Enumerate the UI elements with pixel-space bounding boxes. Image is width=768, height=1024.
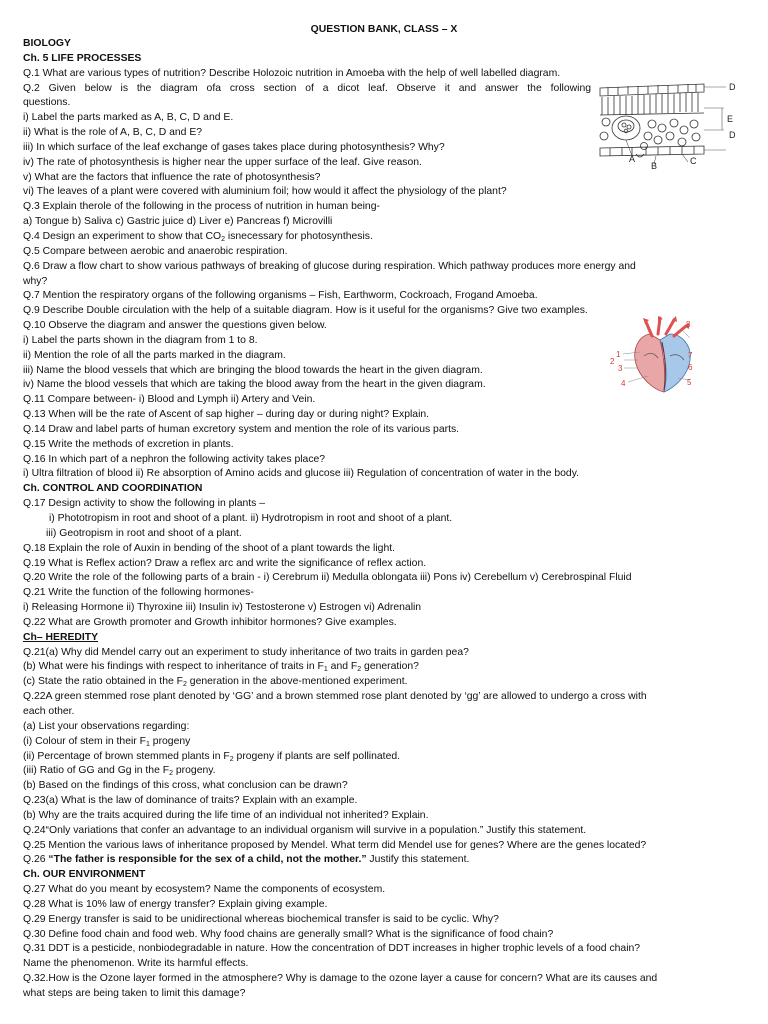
question-21c: (c) State the ratio obtained in the $F_2$ generation in the above-mentioned experiment. (23, 676, 408, 689)
leaf-label-b: B (651, 161, 658, 170)
question-26: Q.26 “The father is responsible for the sex of a child, not the mother.” Justify this statement. (23, 854, 470, 866)
question-2-part-i: i) Label the parts marked as A, B, C, D and E. (23, 112, 234, 124)
question-22: Q.22 What are Growth promoter and Growth inhibitor hormones? Give examples. (23, 616, 397, 628)
question-4: Q.4 Design an experiment to show that $CO_2$ isnecessary for photosynthesis. (23, 230, 373, 243)
question-17: Q.17 Design activity to show the following in plants – (23, 498, 265, 510)
question-32-cont: what steps are being taken to limit this damage? (23, 988, 246, 999)
question-6-cont: why? (23, 275, 48, 287)
page-title: QUESTION BANK, CLASS – X (310, 24, 458, 35)
question-24: Q.24“Only variations that confer an advantage to an individual organism will survive in a population.” Justify this statement. (23, 824, 587, 836)
question-10-part-i: i) Label the parts shown in the diagram from 1 to 8. (23, 334, 258, 346)
question-22a: Q.22A green stemmed rose plant denoted by ‘GG’ and a brown stemmed rose plant denoted by ‘gg’ are allowed to undergo a cross with (23, 691, 647, 703)
question-2-part-vi: vi) The leaves of a plant were covered with aluminium foil; how would it affect the physiology of the plant? (23, 186, 507, 198)
question-2-part-iv: iv) The rate of photosynthesis is higher near the upper surface of the leaf. Give reason. (23, 156, 422, 168)
question-22-part-i: (i) Colour of stem in their $F_1$ progeny (23, 735, 191, 748)
question-22a-cont: each other. (23, 705, 75, 717)
question-9: Q.9 Describe Double circulation with the help of a suitable diagram. How is it useful for the organisms? Give two examples. (23, 305, 588, 317)
heart-label-5: 5 (687, 378, 692, 387)
heart-label-8: 8 (686, 320, 691, 329)
question-31: Q.31 DDT is a pesticide, nonbiodegradable in nature. How the concentration of DDT increases in higher trophic levels of a food chain? (23, 943, 641, 955)
question-11: Q.11 Compare between- i) Blood and Lymph ii) Artery and Vein. (23, 394, 316, 406)
heart-label-1: 1 (616, 350, 621, 359)
leaf-label-c: C (690, 156, 697, 166)
question-14: Q.14 Draw and label parts of human excretory system and mention the role of its various parts. (23, 423, 460, 435)
question-27: Q.27 What do you meant by ecosystem? Name the components of ecosystem. (23, 884, 386, 896)
question-18: Q.18 Explain the role of Auxin in bending of the shoot of a plant towards the light. (23, 542, 395, 554)
question-29: Q.29 Energy transfer is said to be unidirectional whereas biochemical transfer is said to be cyclic. Why? (23, 913, 499, 925)
question-16: Q.16 In which part of a nephron the following activity takes place? (23, 453, 326, 465)
chapter-heading-environment: Ch. OUR ENVIRONMENT (23, 869, 146, 881)
chapter-heading-control: Ch. CONTROL AND COORDINATION (23, 483, 203, 495)
leaf-label-d-top: D (729, 82, 736, 92)
heart-label-2: 2 (610, 357, 615, 366)
question-13: Q.13 When will be the rate of Ascent of sap higher – during day or during night? Explain. (23, 409, 430, 421)
question-32: Q.32.How is the Ozone layer formed in the atmosphere? Why is damage to the ozone layer a cause for concern? What are its causes and (23, 973, 658, 985)
chapter-heading-life-processes: Ch. 5 LIFE PROCESSES (23, 52, 142, 64)
leaf-label-e: E (727, 114, 734, 124)
question-7: Q.7 Mention the respiratory organs of the following organisms – Fish, Earthworm, Cockroach, Frogand Amoeba. (23, 290, 538, 302)
question-19: Q.19 What is Reflex action? Draw a reflex arc and write the significance of reflex action. (23, 557, 427, 569)
question-21: Q.21 Write the function of the following hormones- (23, 587, 254, 599)
question-2-part-ii: ii) What is the role of A, B, C, D and E? (23, 127, 203, 139)
leaf-label-d-bottom: D (729, 130, 736, 140)
heart-label-6: 6 (688, 363, 693, 372)
question-10-part-iii: iii) Name the blood vessels that which are bringing the blood towards the heart in the given diagram. (23, 364, 483, 376)
question-15: Q.15 Write the methods of excretion in plants. (23, 438, 234, 450)
question-17-parts-i-ii: i) Phototropism in root and shoot of a plant. ii) Hydrotropism in root and shoot of a plant. (49, 513, 453, 524)
question-20: Q.20 Write the role of the following parts of a brain - i) Cerebrum ii) Medulla oblongata iii) Pons iv) Cerebellum v) Cerebrospinal Fluid (23, 572, 632, 584)
question-10-part-iv: iv) Name the blood vessels that which are taking the blood away from the heart in the given diagram. (23, 379, 486, 391)
question-21a: Q.21(a) Why did Mendel carry out an experiment to study inheritance of two traits in garden pea? (23, 646, 469, 658)
heart-label-4: 4 (621, 379, 626, 388)
question-16-options: i) Ultra filtration of blood ii) Re absorption of Amino acids and glucose iii) Regulation of concentration of water in the body. (23, 468, 580, 480)
question-22-list: (a) List your observations regarding: (23, 720, 190, 732)
question-10-part-ii: ii) Mention the role of all the parts marked in the diagram. (23, 349, 286, 361)
leaf-cross-section-diagram (596, 80, 748, 170)
question-23a: Q.23(a) What is the law of dominance of traits? Explain with an example. (23, 795, 358, 807)
question-3-options: a) Tongue b) Saliva c) Gastric juice d) Liver e) Pancreas f) Microvilli (23, 216, 333, 228)
question-2-part-iii: iii) In which surface of the leaf exchange of gases takes place during photosynthesis? Why? (23, 141, 445, 153)
question-22-part-b: (b) Based on the findings of this cross, what conclusion can be drawn? (23, 780, 348, 792)
chapter-heading-heredity: Ch– HEREDITY (23, 631, 99, 643)
question-30: Q.30 Define food chain and food web. Why food chains are generally small? What is the significance of food chain? (23, 928, 554, 940)
question-22-part-iii: (iii) Ratio of GG and Gg in the $F_2$ progeny. (23, 765, 216, 778)
question-17-part-iii: iii) Geotropism in root and shoot of a plant. (46, 527, 242, 539)
question-21-options: i) Releasing Hormone ii) Thyroxine iii) Insulin iv) Testosterone v) Estrogen vi) Adrenalin (23, 602, 422, 614)
question-5: Q.5 Compare between aerobic and anaerobic respiration. (23, 245, 288, 257)
human-heart-diagram (608, 316, 718, 398)
heart-label-3: 3 (618, 364, 623, 373)
question-2-cont: questions. (23, 97, 71, 109)
question-28: Q.28 What is 10% law of energy transfer? Explain giving example. (23, 898, 328, 910)
heart-left-side (635, 334, 665, 392)
question-2: Q.2 Given below is the diagram ofa cross section of a dicot leaf. Observe it and answer the following (23, 82, 591, 94)
question-3: Q.3 Explain therole of the following in the process of nutrition in human being- (23, 201, 380, 213)
question-1: Q.1 What are various types of nutrition? Describe Holozoic nutrition in Amoeba with the help of well labelled diagram. (23, 67, 561, 79)
question-31-cont: Name the phenomenon. Write its harmful effects. (23, 958, 249, 970)
question-6: Q.6 Draw a flow chart to show various pathways of breaking of glucose during respiration. Which pathway produces more energy and (23, 260, 636, 272)
spongy-cells (600, 118, 700, 150)
question-23b: (b) Why are the traits acquired during the life time of an individual not inherited? Explain. (23, 809, 429, 821)
palisade-cells (600, 93, 704, 115)
subject-heading: BIOLOGY (23, 38, 71, 49)
heart-label-7: 7 (688, 351, 693, 360)
leaf-label-a: A (629, 154, 636, 164)
question-10: Q.10 Observe the diagram and answer the questions given below. (23, 320, 327, 332)
question-22-part-ii: (ii) Percentage of brown stemmed plants in $F_2$ progeny if plants are self pollinated. (23, 750, 401, 763)
question-21b: (b) What were his findings with respect to inheritance of traits in $F_1$ and $F_2$ generation? (23, 661, 419, 674)
question-25: Q.25 Mention the various laws of inheritance proposed by Mendel. What term did Mendel use for genes? Where are the genes located? (23, 839, 647, 851)
question-2-part-v: v) What are the factors that influence the rate of photosynthesis? (23, 171, 321, 183)
